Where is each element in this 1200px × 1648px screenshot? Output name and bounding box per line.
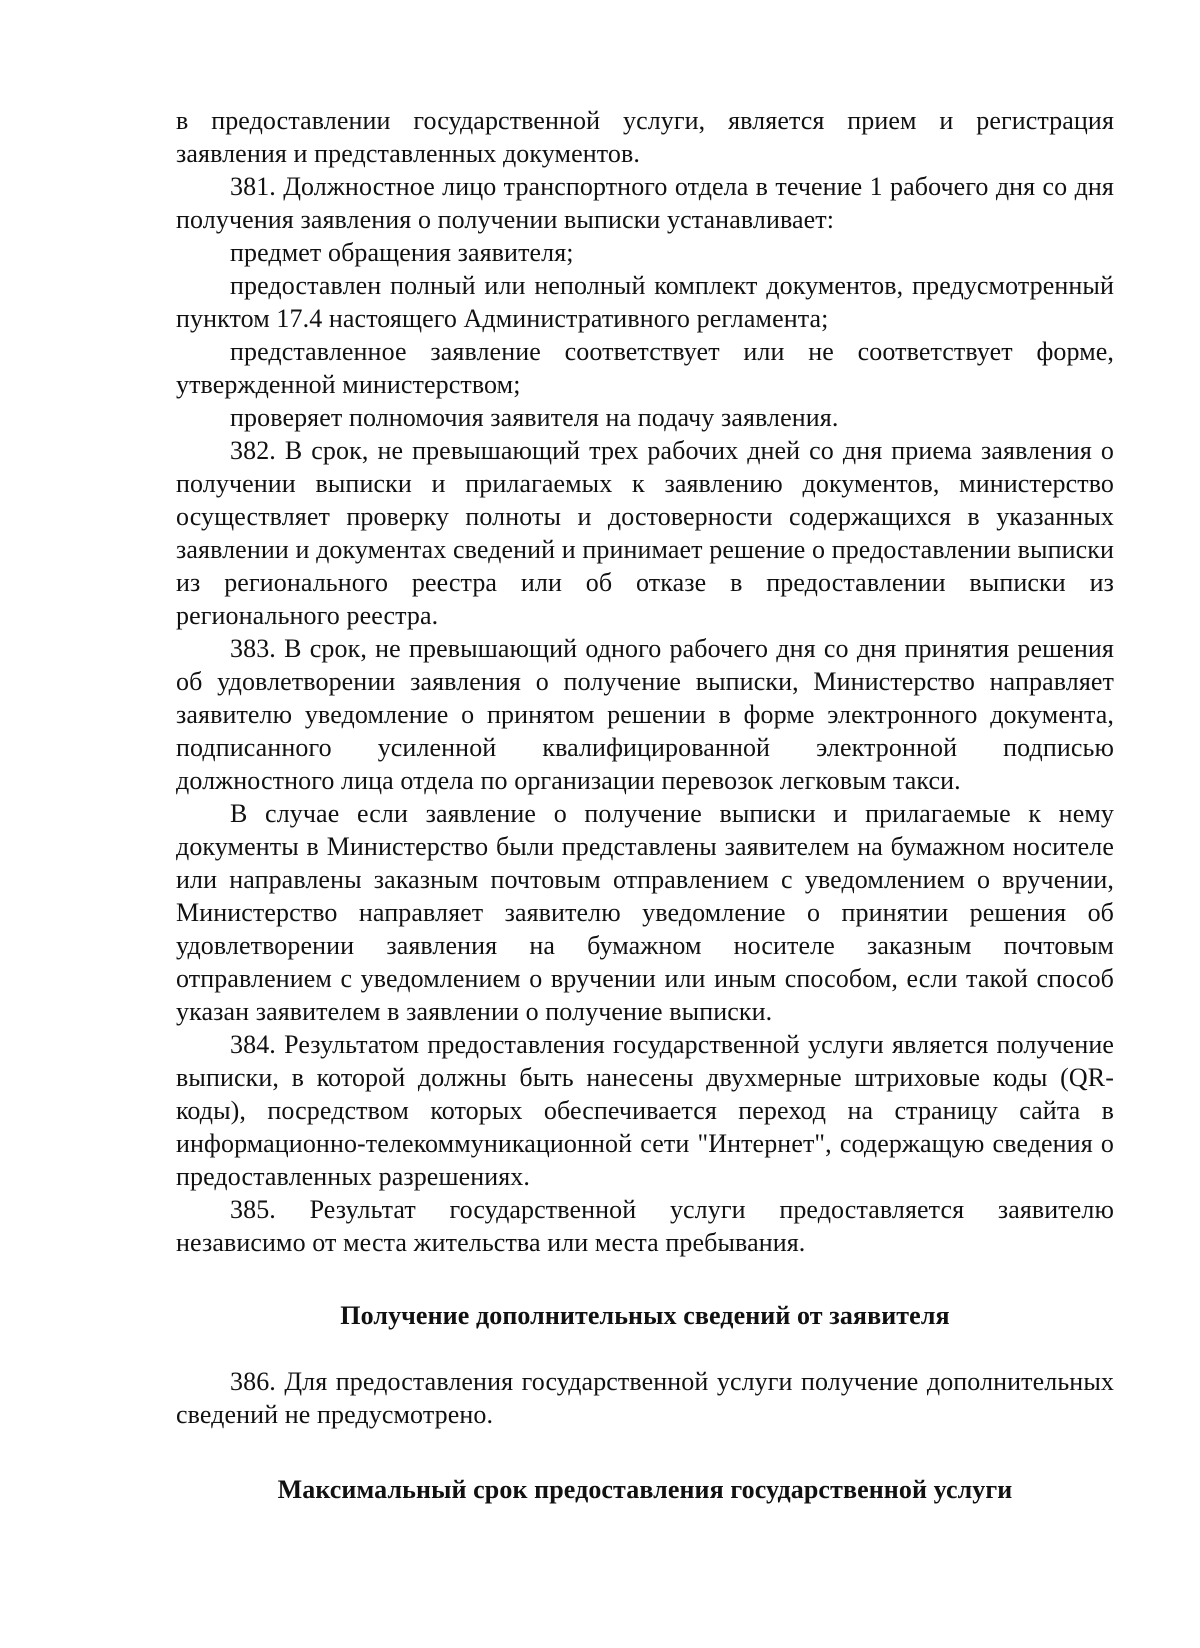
paragraph-383: 383. В срок, не превышающий одного рабочего дня со дня принятия решения об удовлетворении заявления о получение выписки, Министерство направляет заявителю уведомление о принятом решении в форме электронного документа, подписанного усиленной квалифицированной электронной подписью должностного лица отдела по организации перевозок легковым такси. — [176, 634, 1114, 795]
list-item-form: представленное заявление соответствует или не соответствует форме, утвержденной министерством; — [176, 337, 1114, 399]
paragraph-384: 384. Результатом предоставления государственной услуги является получение выписки, в которой должны быть нанесены двухмерные штриховые коды (QR-коды), посредством которых обеспечивается переход на страницу сайта в информационно-телекоммуникационной сети "Интернет", содержащую сведения о предоставленных разрешениях. — [176, 1030, 1114, 1191]
list-item-authority: проверяет полномочия заявителя на подачу заявления. — [230, 403, 839, 432]
document-body — [176, 104, 1114, 1506]
section-heading-max-term: Максимальный срок предоставления государственной услуги — [277, 1475, 1013, 1504]
paragraph-paper-case: В случае если заявление о получение выписки и прилагаемые к нему документы в Министерство были представлены заявителем на бумажном носителе или направлены заказным почтовым отправлением с уведомлением о вручении, Министерство направляет заявителю уведомление о принятии решения об удовлетворении заявления на бумажном носителе заказным почтовым отправлением с уведомлением о вручении или иным способом, если такой способ указан заявителем в заявлении о получение выписки. — [176, 799, 1114, 1026]
paragraph-385: 385. Результат государственной услуги предоставляется заявителю независимо от места жительства или места пребывания. — [176, 1195, 1114, 1257]
paragraph-386: 386. Для предоставления государственной услуги получение дополнительных сведений не предусмотрено. — [176, 1367, 1114, 1429]
paragraph-continuation: в предоставлении государственной услуги, является прием и регистрация заявления и представленных документов. — [176, 106, 1114, 168]
section-heading-additional-info: Получение дополнительных сведений от заявителя — [340, 1301, 950, 1330]
paragraph-381: 381. Должностное лицо транспортного отдела в течение 1 рабочего дня со дня получения заявления о получении выписки устанавливает: — [176, 172, 1114, 234]
paragraph-382: 382. В срок, не превышающий трех рабочих дней со дня приема заявления о получении выписки и прилагаемых к заявлению документов, министерство осуществляет проверку полноты и достоверности содержащихся в указанных заявлении и документах сведений и принимает решение о предоставлении выписки из регионального реестра или об отказе в предоставлении выписки из регионального реестра. — [176, 436, 1114, 630]
list-item-subject: предмет обращения заявителя; — [230, 238, 574, 267]
list-item-documents: предоставлен полный или неполный комплект документов, предусмотренный пунктом 17.4 настоящего Административного регламента; — [176, 271, 1114, 333]
